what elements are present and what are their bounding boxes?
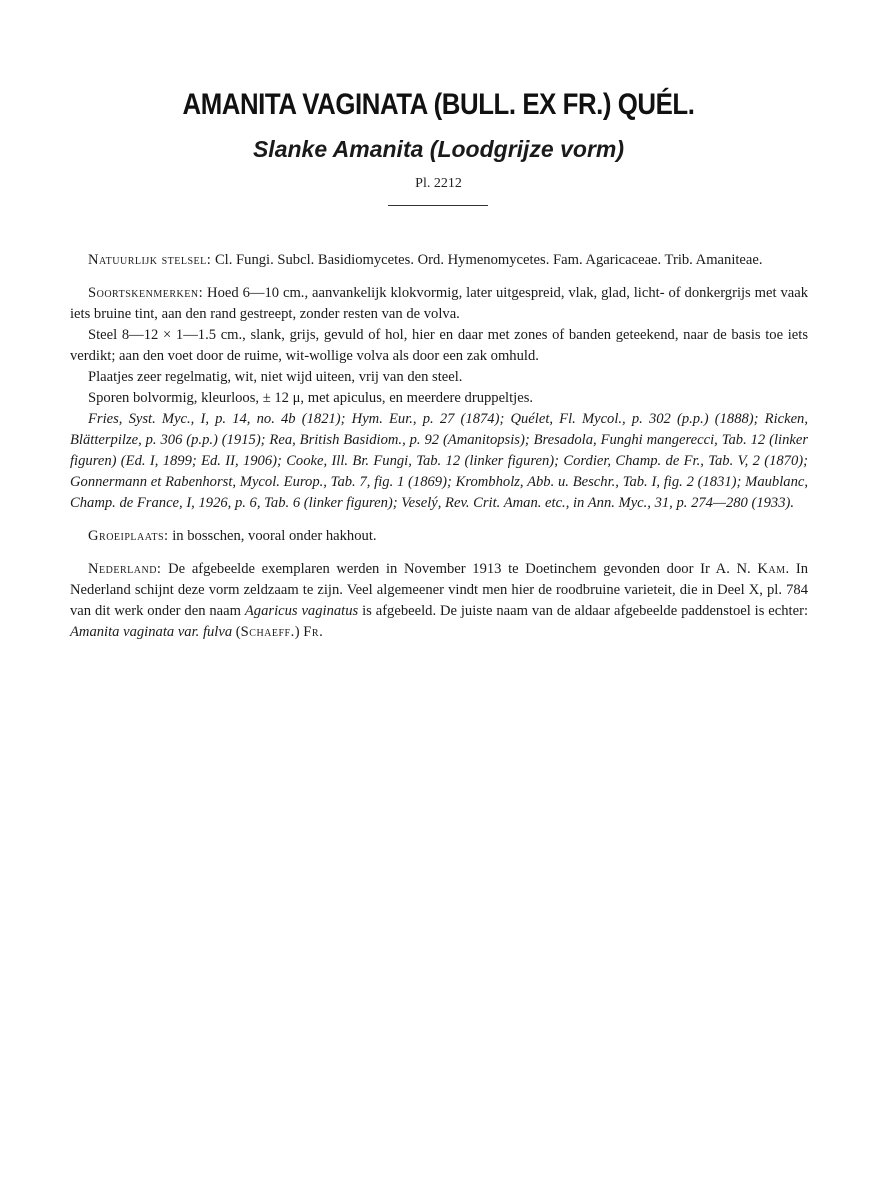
text-groeiplaats: in bosschen, vooral onder hakhout.: [168, 528, 377, 544]
species-name-1: Agaricus vaginatus: [244, 603, 359, 619]
paragraph-sporen: Sporen bolvormig, kleurloos, ± 12 μ, met apiculus, en meerdere druppeltjes.: [88, 390, 534, 406]
paragraph-steel: Steel 8—12 × 1—1.5 cm., slank, grijs, gevuld of hol, hier en daar met zones of banden geteekend, naar de basis toe iets verdikt; aan den voet door de ruime, wit-wollige volva als door een zak omhuld.: [70, 327, 808, 364]
paragraph-stelsel: [70, 250, 808, 271]
page-title: AMANITA VAGINATA (BULL. EX FR.) QUÉL.: [182, 88, 695, 121]
plate-number: Pl. 2212: [415, 176, 462, 191]
text-nederland-4: (: [232, 624, 241, 640]
author-abbrev: Schaeff.: [240, 624, 295, 640]
text-nederland-1: De afgebeelde exemplaren werden in November 1913 te Doetinchem gevonden door Ir A. N.: [161, 561, 758, 577]
text-nederland-5: ): [294, 624, 304, 640]
paragraph-plaatjes: Plaatjes zeer regelmatig, wit, niet wijd uiteen, vrij van den steel.: [88, 369, 463, 385]
paragraph-kenmerken: [70, 283, 808, 325]
species-name-2: Amanita vaginata var. fulva: [70, 624, 233, 640]
title-divider: [388, 205, 488, 206]
paragraph-nederland: [70, 559, 808, 643]
paragraph-references: Fries, Syst. Myc., I, p. 14, no. 4b (1821); Hym. Eur., p. 27 (1874); Quélet, Fl. Mycol., p. 302 (p.p.) (1888); Ricken, Blätterpilze, p. 306 (p.p.) (1915); Rea, British Basidiom., p. 92 (Amanitopsis); Bresadola, Funghi mangerecci, Tab. 12 (linker figuren) (Ed. I, 1899; Ed. II, 1906); Cooke, Ill. Br. Fungi, Tab. 12 (linker figuren); Cordier, Champ. de Fr., Tab. V, 2 (1870); Gonnermann et Rabenhorst, Mycol. Europ., Tab. 7, fig. 1 (1869); Krombholz, Abb. u. Beschr., Tab. I, fig. 2 (1831); Maublanc, Champ. de France, I, 1926, p. 6, Tab. 6 (linker figuren); Veselý, Rev. Crit. Aman. etc., in Ann. Myc., 31, p. 274—280 (1933).: [70, 411, 808, 511]
label-stelsel: Natuurlijk stelsel:: [88, 252, 212, 268]
label-kenmerken: Soortskenmerken:: [88, 285, 204, 301]
document-body: [70, 250, 808, 643]
text-nederland-3: is afgebeeld. De juiste naam van de aldaar afgebeelde paddenstoel is echter:: [358, 603, 808, 619]
label-groeiplaats: Groeiplaats:: [88, 528, 169, 544]
label-nederland: Nederland:: [88, 561, 162, 577]
text-hoed: Hoed 6—10 cm., aanvankelijk klokvormig, later uitgespreid, vlak, glad, licht- of donkergrijs met vaak iets bruine tint, aan den rand gestreept, zonder resten van de volva.: [70, 285, 808, 322]
collector-name: Kam: [757, 561, 786, 577]
author-abbrev-2: Fr.: [303, 624, 324, 640]
text-stelsel: Cl. Fungi. Subcl. Basidiomycetes. Ord. Hymenomycetes. Fam. Agaricaceae. Trib. Amaniteae.: [211, 252, 763, 268]
text-nederland-2: . In Nederland schijnt deze vorm zeldzaam te zijn. Veel algemeener vindt men hier de roodbruine varieteit, die in Deel X, pl. 784 van dit werk onder den naam: [70, 561, 808, 619]
paragraph-groeiplaats: [70, 526, 808, 547]
page-subtitle: Slanke Amanita (Loodgrijze vorm): [252, 136, 625, 162]
